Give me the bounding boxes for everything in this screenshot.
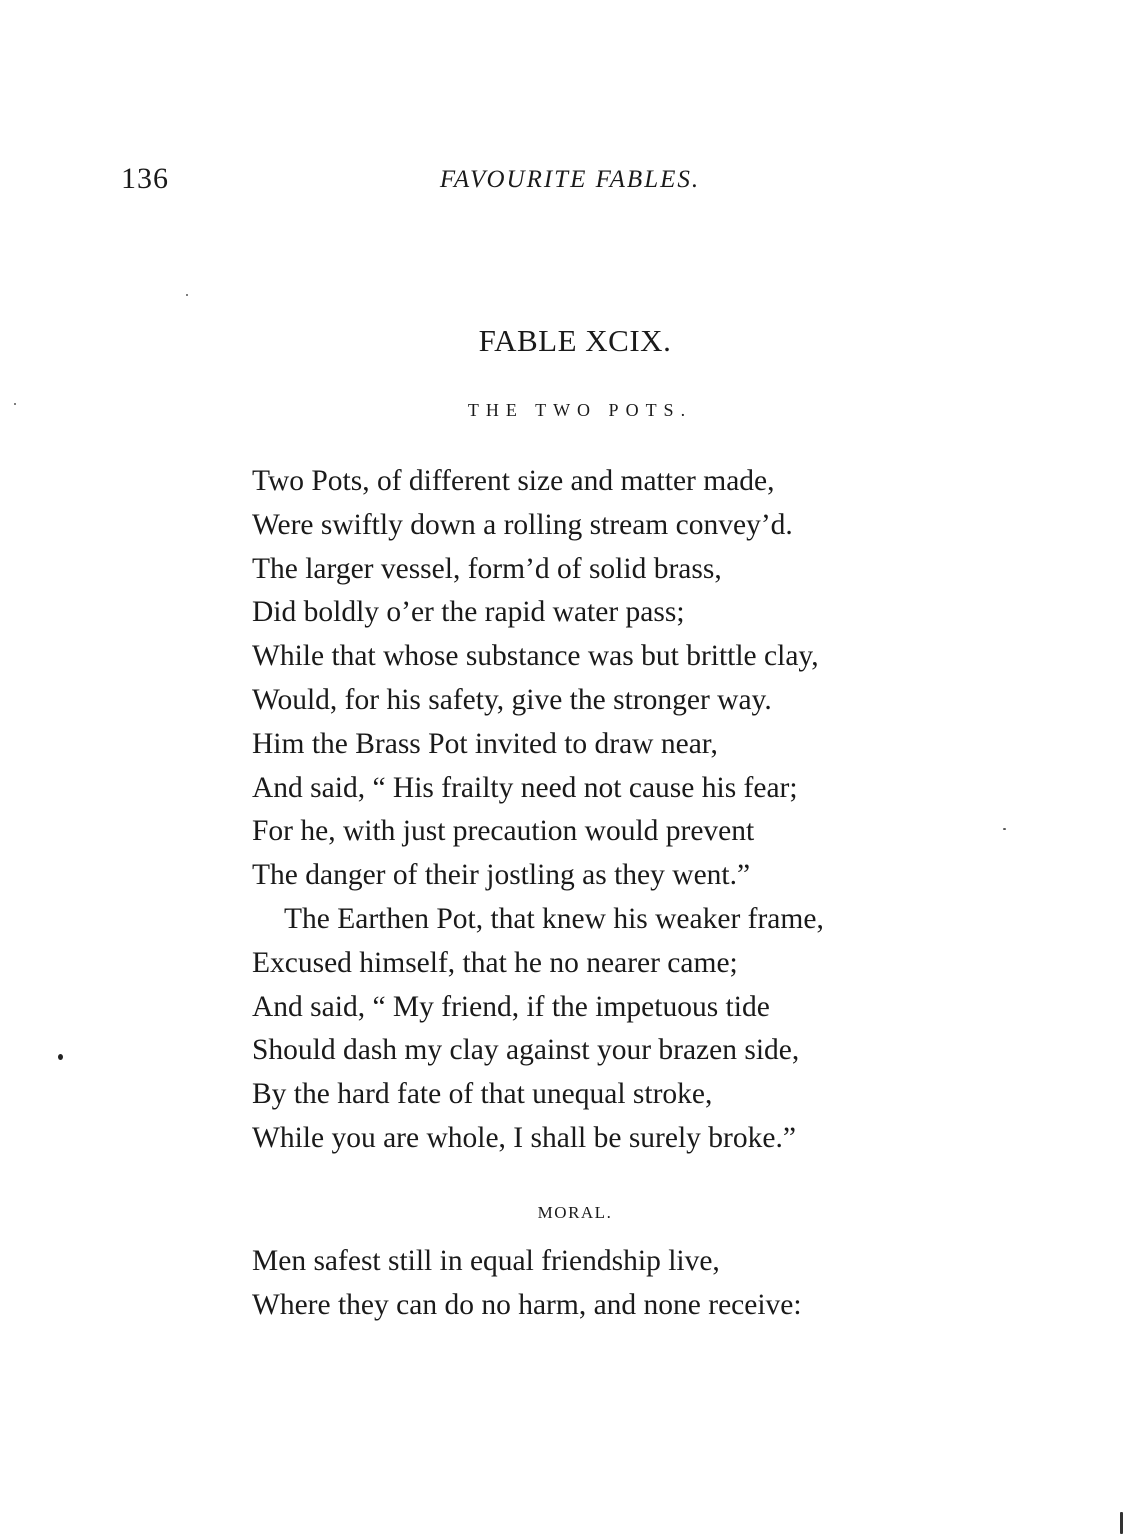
- running-head: FAVOURITE FABLES.: [439, 166, 701, 193]
- verse-line: Should dash my clay against your brazen side,: [252, 1034, 800, 1067]
- verse-line: Were swiftly down a rolling stream convey’d.: [252, 508, 793, 541]
- scan-speck: [186, 294, 188, 296]
- page-number: 136: [121, 162, 169, 195]
- verse-line: And said, “ His frailty need not cause his fear;: [252, 771, 798, 804]
- verse-line: The danger of their jostling as they went.”: [252, 859, 751, 892]
- verse-line: The Earthen Pot, that knew his weaker frame,: [284, 902, 824, 935]
- verse-line: For he, with just precaution would prevent: [252, 815, 755, 848]
- verse-line: By the hard fate of that unequal stroke,: [252, 1078, 713, 1111]
- verse-line: Did boldly o’er the rapid water pass;: [252, 596, 685, 629]
- scan-speck: [14, 403, 16, 405]
- moral-line: Men safest still in equal friendship live,: [252, 1245, 720, 1277]
- moral-line: Where they can do no harm, and none receive:: [252, 1288, 802, 1321]
- verse-line: Two Pots, of different size and matter made,: [252, 465, 775, 497]
- scan-speck: [58, 1054, 63, 1060]
- verse-line: Him the Brass Pot invited to draw near,: [252, 727, 718, 760]
- fable-title: THE TWO POTS.: [467, 400, 693, 420]
- verse-line: Would, for his safety, give the stronger way.: [252, 683, 772, 716]
- fable-number: FABLE XCIX.: [478, 323, 672, 358]
- verse-line: While you are whole, I shall be surely broke.”: [252, 1121, 796, 1154]
- verse-line: While that whose substance was but brittle clay,: [252, 640, 819, 673]
- moral-body: [252, 1240, 972, 1328]
- verse-body: [252, 460, 972, 1161]
- verse-line: The larger vessel, form’d of solid brass,: [252, 552, 722, 585]
- verse-line: Excused himself, that he no nearer came;: [252, 946, 738, 979]
- scan-speck: [1003, 828, 1006, 830]
- moral-heading: MORAL.: [537, 1203, 613, 1222]
- scan-speck: [1120, 1512, 1123, 1534]
- verse-line: And said, “ My friend, if the impetuous tide: [252, 990, 770, 1023]
